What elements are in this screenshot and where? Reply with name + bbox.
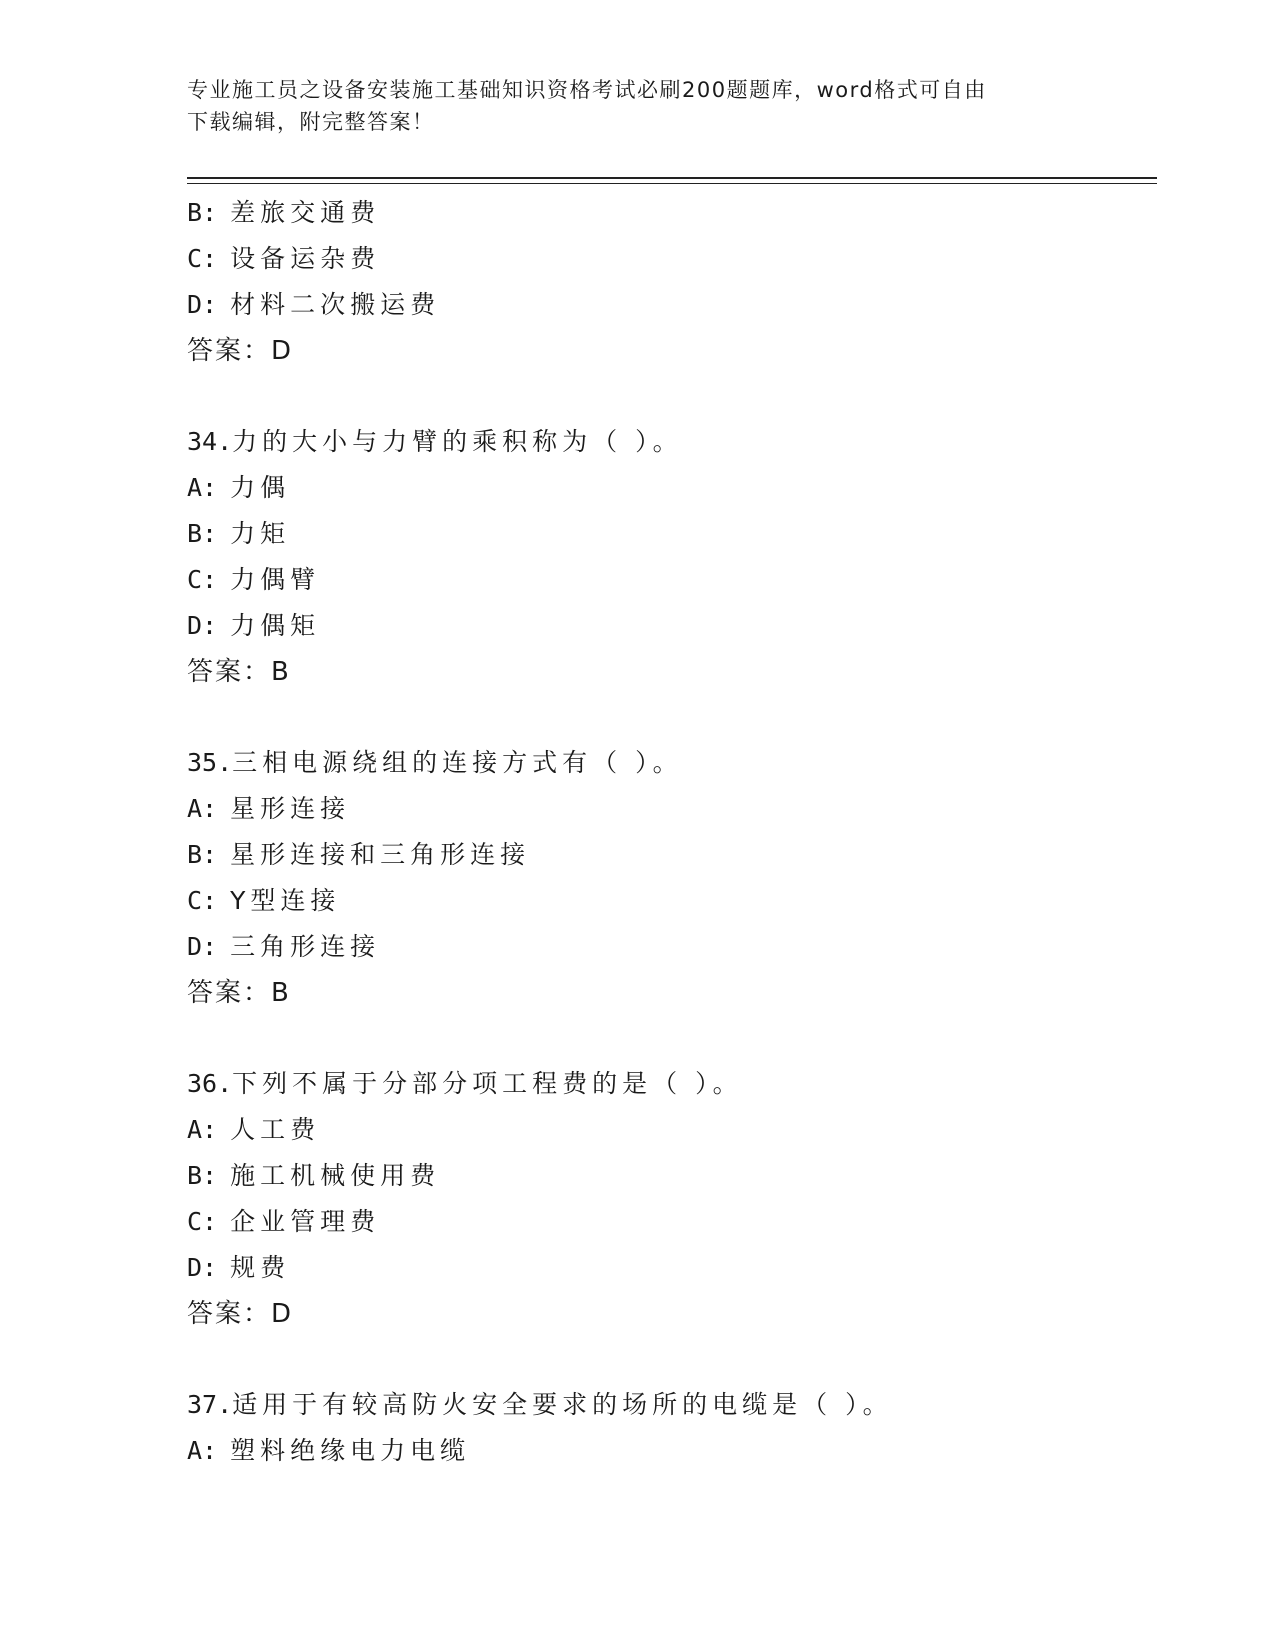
header-rule-thick bbox=[187, 177, 1157, 179]
spacer bbox=[187, 374, 1157, 419]
option-line: C: 企业管理费 bbox=[187, 1207, 381, 1236]
spacer bbox=[187, 1337, 1157, 1382]
spacer bbox=[187, 1016, 1157, 1061]
answer-line: 答案：B bbox=[187, 657, 291, 687]
question-stem: 34.力的大小与力臂的乘积称为（ ）。 bbox=[187, 427, 683, 456]
header-line-1: 专业施工员之设备安装施工基础知识资格考试必刷200题题库，word格式可自由 bbox=[187, 78, 987, 102]
option-line: B: 星形连接和三角形连接 bbox=[187, 840, 531, 869]
header-rule-thin bbox=[187, 183, 1157, 184]
question-fragment bbox=[187, 190, 1157, 374]
option-line: B: 差旅交通费 bbox=[187, 198, 381, 227]
question-36 bbox=[187, 1061, 1157, 1337]
option-line: B: 施工机械使用费 bbox=[187, 1161, 441, 1190]
option-line: A: 力偶 bbox=[187, 473, 291, 502]
option-line: D: 力偶矩 bbox=[187, 611, 321, 640]
answer-line: 答案：D bbox=[187, 1299, 294, 1329]
answer-line: 答案：B bbox=[187, 978, 291, 1008]
question-35 bbox=[187, 740, 1157, 1016]
spacer bbox=[187, 695, 1157, 740]
option-line: A: 塑料绝缘电力电缆 bbox=[187, 1436, 471, 1465]
question-list bbox=[187, 190, 1157, 1474]
question-stem: 36.下列不属于分部分项工程费的是（ ）。 bbox=[187, 1069, 743, 1098]
option-line: D: 规费 bbox=[187, 1253, 291, 1282]
option-line: A: 星形连接 bbox=[187, 794, 351, 823]
option-line: C: 设备运杂费 bbox=[187, 244, 381, 273]
question-34 bbox=[187, 419, 1157, 695]
option-line: B: 力矩 bbox=[187, 519, 291, 548]
option-line: D: 材料二次搬运费 bbox=[187, 290, 441, 319]
question-stem: 35.三相电源绕组的连接方式有（ ）。 bbox=[187, 748, 683, 777]
question-stem: 37.适用于有较高防火安全要求的场所的电缆是（ ）。 bbox=[187, 1390, 893, 1419]
answer-line: 答案：D bbox=[187, 336, 294, 366]
question-37 bbox=[187, 1382, 1157, 1474]
option-line: C: 力偶臂 bbox=[187, 565, 321, 594]
option-line: D: 三角形连接 bbox=[187, 932, 381, 961]
option-line: A: 人工费 bbox=[187, 1115, 321, 1144]
document-header bbox=[187, 74, 1087, 138]
header-line-2: 下载编辑，附完整答案！ bbox=[187, 110, 435, 134]
option-line: C: Y型连接 bbox=[187, 886, 341, 915]
